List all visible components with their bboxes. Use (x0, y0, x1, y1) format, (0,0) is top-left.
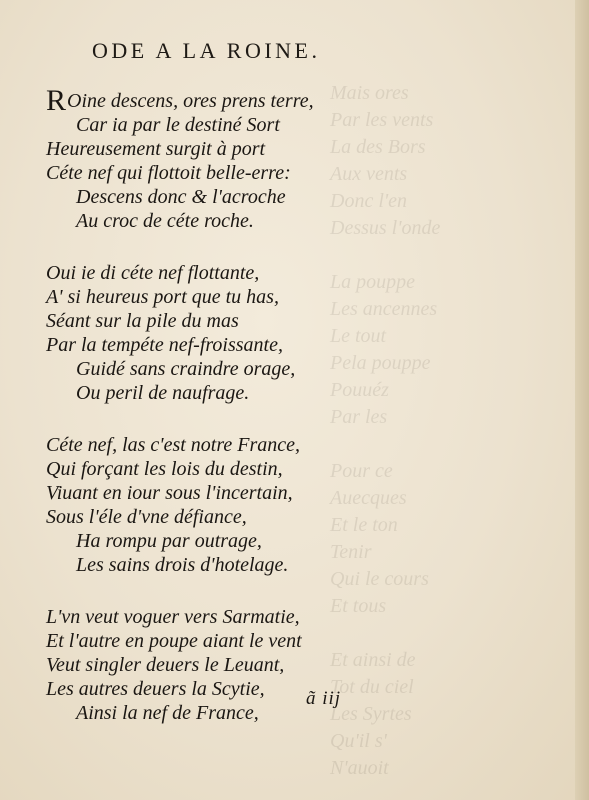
poem-line: Céte nef, las c'est notre France, (46, 434, 301, 456)
poem-line-text: Oine descens, ores prens terre, (67, 90, 314, 112)
stanza (46, 84, 314, 233)
poem-line: Sous l'éle d'vne défiance, (46, 506, 247, 528)
poem-line: Séant sur la pile du mas (46, 310, 239, 332)
stanza (46, 261, 314, 405)
poem-line: Heureusement surgit à port (46, 138, 266, 160)
page-title: ODE A LA ROINE. (92, 38, 321, 63)
poem-line: Céte nef qui flottoit belle-erre: (46, 162, 291, 184)
poem (46, 84, 314, 753)
poem-line: Au croc de céte roche. (76, 210, 254, 232)
stanza (46, 433, 314, 577)
poem-line (46, 84, 314, 117)
poem-line: Qui forçant les lois du destin, (46, 458, 283, 480)
drop-cap: R (46, 84, 67, 117)
poem-line: Par la tempéte nef-froissante, (46, 334, 283, 356)
poem-line: Et l'autre en poupe aiant le vent (46, 630, 302, 652)
poem-line: Ou peril de naufrage. (76, 382, 250, 404)
signature-mark: ã iij (306, 688, 342, 709)
poem-line: Viuant en iour sous l'incertain, (46, 482, 293, 504)
poem-line: L'vn veut voguer vers Sarmatie, (46, 606, 300, 628)
poem-line: Car ia par le destiné Sort (76, 114, 280, 136)
stanza (46, 605, 314, 725)
poem-line: Oui ie di céte nef flottante, (46, 262, 260, 284)
page-edge (575, 0, 589, 800)
poem-line: A' si heureus port que tu has, (46, 286, 279, 308)
poem-line: Les sains drois d'hotelage. (76, 554, 289, 576)
poem-line: Ha rompu par outrage, (76, 530, 262, 552)
poem-line: Guidé sans craindre orage, (76, 358, 296, 380)
poem-line: Ainsi la nef de France, (76, 702, 259, 724)
bleed-through-text: Mais ores Par les vents La des Bors Aux vents Donc l'en Dessus l'onde La pouppe Les ancennes Le tout Pela pouppe Pouuéz Par les Pour ce Auecques Et le ton Tenir Qui le cours Et tous Et ainsi de Tot du ciel Les Syrtes Qu'il s' N'auoit (330, 82, 441, 779)
poem-line: Veut singler deuers le Leuant, (46, 654, 285, 676)
poem-line: Les autres deuers la Scytie, (46, 678, 265, 700)
poem-line: Descens donc & l'acroche (76, 186, 286, 208)
